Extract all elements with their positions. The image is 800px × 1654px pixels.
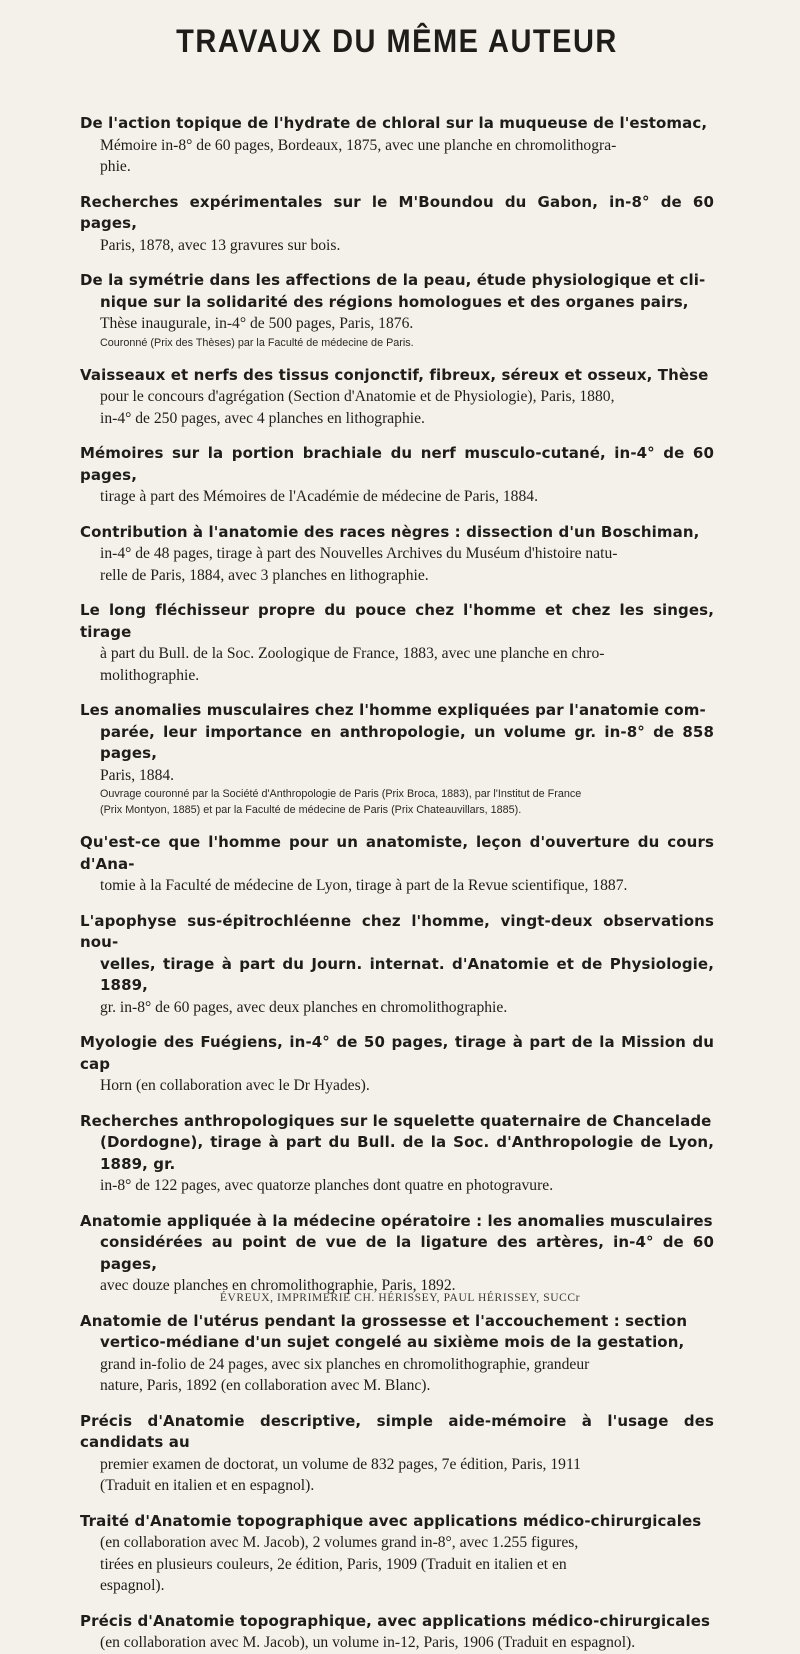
entry-heading: parée, leur importance en anthropologie, un volume gr. in-8° de 858 pages,	[100, 722, 714, 762]
entry-text: espagnol).	[100, 1577, 165, 1594]
entry-heading: (Dordogne), tirage à part du Bull. de la Soc. d'Anthropologie de Lyon, 1889, gr.	[100, 1133, 714, 1173]
entry-heading: Vaisseaux et nerfs des tissus conjonctif, fibreux, séreux et osseux, Thèse	[80, 365, 709, 384]
entry-heading: Traité d'Anatomie topographique avec applications médico-chirurgicales	[80, 1511, 702, 1530]
bibliography-entry	[80, 911, 714, 1019]
entry-text: avec douze planches en chromolithographie, Paris, 1892.	[100, 1277, 456, 1294]
entry-heading: Précis d'Anatomie descriptive, simple aide-mémoire à l'usage des candidats au	[80, 1411, 714, 1451]
bibliography-entry	[80, 700, 714, 818]
entry-text: nature, Paris, 1892 (en collaboration avec M. Blanc).	[100, 1377, 431, 1394]
entry-text: grand in-folio de 24 pages, avec six planches en chromolithographie, grandeur	[100, 1355, 590, 1373]
page-title: TRAVAUX DU MÊME AUTEUR	[176, 24, 618, 60]
entry-heading: nique sur la solidarité des régions homologues et des organes pairs,	[100, 292, 689, 311]
bibliography-list	[80, 113, 714, 1654]
entry-note: (Prix Montyon, 1885) et par la Faculté de médecine de Paris (Prix Chateauvillars, 1885).	[100, 804, 522, 816]
bibliography-entry	[80, 1111, 714, 1197]
bibliography-entry	[80, 832, 714, 897]
entry-text: (Traduit en italien et en espagnol).	[100, 1477, 315, 1494]
entry-text: phie.	[100, 158, 131, 175]
entry-heading: considérées au point de vue de la ligature des artères, in-4° de 60 pages,	[100, 1233, 714, 1273]
entry-heading: Myologie des Fuégiens, in-4° de 50 pages, tirage à part de la Mission du cap	[80, 1033, 714, 1073]
bibliography-entry	[80, 192, 714, 257]
entry-text: (en collaboration avec M. Jacob), 2 volumes grand in-8°, avec 1.255 figures,	[100, 1534, 579, 1551]
entry-note: Couronné (Prix des Thèses) par la Faculté de médecine de Paris.	[100, 336, 414, 349]
entry-heading: Qu'est-ce que l'homme pour un anatomiste, leçon d'ouverture du cours d'Ana-	[80, 833, 714, 873]
entry-text: gr. in-8° de 60 pages, avec deux planches en chromolithographie.	[100, 998, 508, 1016]
bibliography-entry	[80, 113, 714, 178]
entry-heading: Recherches expérimentales sur le M'Boundou du Gabon, in-8° de 60 pages,	[80, 192, 714, 232]
entry-heading: vertico-médiane d'un sujet congelé au sixième mois de la gestation,	[100, 1333, 685, 1351]
entry-text: Paris, 1884.	[100, 766, 175, 784]
bibliography-entry	[80, 1411, 714, 1497]
bibliography-entry	[80, 1211, 714, 1297]
entry-text: Thèse inaugurale, in-4° de 500 pages, Paris, 1876.	[100, 315, 414, 332]
bibliography-entry	[80, 1032, 714, 1097]
entry-text: Paris, 1878, avec 13 gravures sur bois.	[100, 236, 341, 254]
entry-text: premier examen de doctorat, un volume de 832 pages, 7e édition, Paris, 1911	[100, 1455, 581, 1473]
entry-text: in-4° de 250 pages, avec 4 planches en lithographie.	[100, 409, 425, 427]
bibliography-entry	[80, 600, 714, 686]
bibliography-entry	[80, 270, 714, 351]
entry-heading: Recherches anthropologiques sur le squelette quaternaire de Chancelade	[80, 1111, 712, 1130]
entry-text: tomie à la Faculté de médecine de Lyon, tirage à part de la Revue scientifique, 1887.	[100, 877, 628, 894]
entry-heading: Le long fléchisseur propre du pouce chez l'homme et chez les singes, tirage	[80, 601, 714, 641]
entry-text: à part du Bull. de la Soc. Zoologique de France, 1883, avec une planche en chro-	[100, 645, 605, 662]
entry-heading: De la symétrie dans les affections de la peau, étude physiologique et cli-	[80, 271, 706, 289]
bibliography-entry	[80, 365, 714, 430]
bibliography-entry	[80, 1311, 714, 1397]
entry-heading: De l'action topique de l'hydrate de chloral sur la muqueuse de l'estomac,	[80, 114, 708, 132]
entry-heading: Contribution à l'anatomie des races nègres : dissection d'un Boschiman,	[80, 522, 700, 541]
entry-text: pour le concours d'agrégation (Section d'Anatomie et de Physiologie), Paris, 1880,	[100, 388, 615, 405]
entry-text: (en collaboration avec M. Jacob), un volume in-12, Paris, 1906 (Traduit en espagnol).	[100, 1634, 636, 1651]
entry-text: tirées en plusieurs couleurs, 2e édition, Paris, 1909 (Traduit en italien et en	[100, 1555, 567, 1573]
entry-note: Ouvrage couronné par la Société d'Anthropologie de Paris (Prix Broca, 1883), par l'Institut de France	[100, 788, 582, 800]
entry-text: Mémoire in-8° de 60 pages, Bordeaux, 1875, avec une planche en chromolithogra-	[100, 136, 617, 154]
entry-heading: Les anomalies musculaires chez l'homme expliquées par l'anatomie com-	[80, 701, 706, 719]
entry-text: in-8° de 122 pages, avec quatorze planches dont quatre en photogravure.	[100, 1177, 554, 1194]
entry-text: tirage à part des Mémoires de l'Académie de médecine de Paris, 1884.	[100, 488, 538, 505]
bibliography-entry	[80, 1511, 714, 1597]
entry-heading: velles, tirage à part du Journ. internat. d'Anatomie et de Physiologie, 1889,	[100, 954, 714, 994]
entry-text: molithographie.	[100, 666, 200, 684]
entry-text: Horn (en collaboration avec le Dr Hyades).	[100, 1077, 370, 1094]
entry-text: in-4° de 48 pages, tirage à part des Nouvelles Archives du Muséum d'histoire natu-	[100, 545, 618, 562]
bibliography-entry	[80, 522, 714, 587]
entry-heading: Précis d'Anatomie topographique, avec applications médico-chirurgicales	[80, 1611, 711, 1630]
entry-heading: Anatomie de l'utérus pendant la grossesse et l'accouchement : section	[80, 1311, 688, 1330]
entry-heading: L'apophyse sus-épitrochléenne chez l'homme, vingt-deux observations nou-	[80, 911, 714, 951]
entry-heading: Anatomie appliquée à la médecine opératoire : les anomalies musculaires	[80, 1211, 713, 1230]
entry-text: relle de Paris, 1884, avec 3 planches en lithographie.	[100, 566, 429, 584]
printer-footer: ÉVREUX, IMPRIMERIE CH. HÉRISSEY, PAUL HÉRISSEY, SUCCr	[219, 1292, 581, 1304]
bibliography-entry	[80, 1611, 714, 1654]
bibliography-entry	[80, 443, 714, 508]
entry-heading: Mémoires sur la portion brachiale du nerf musculo-cutané, in-4° de 60 pages,	[80, 444, 714, 484]
